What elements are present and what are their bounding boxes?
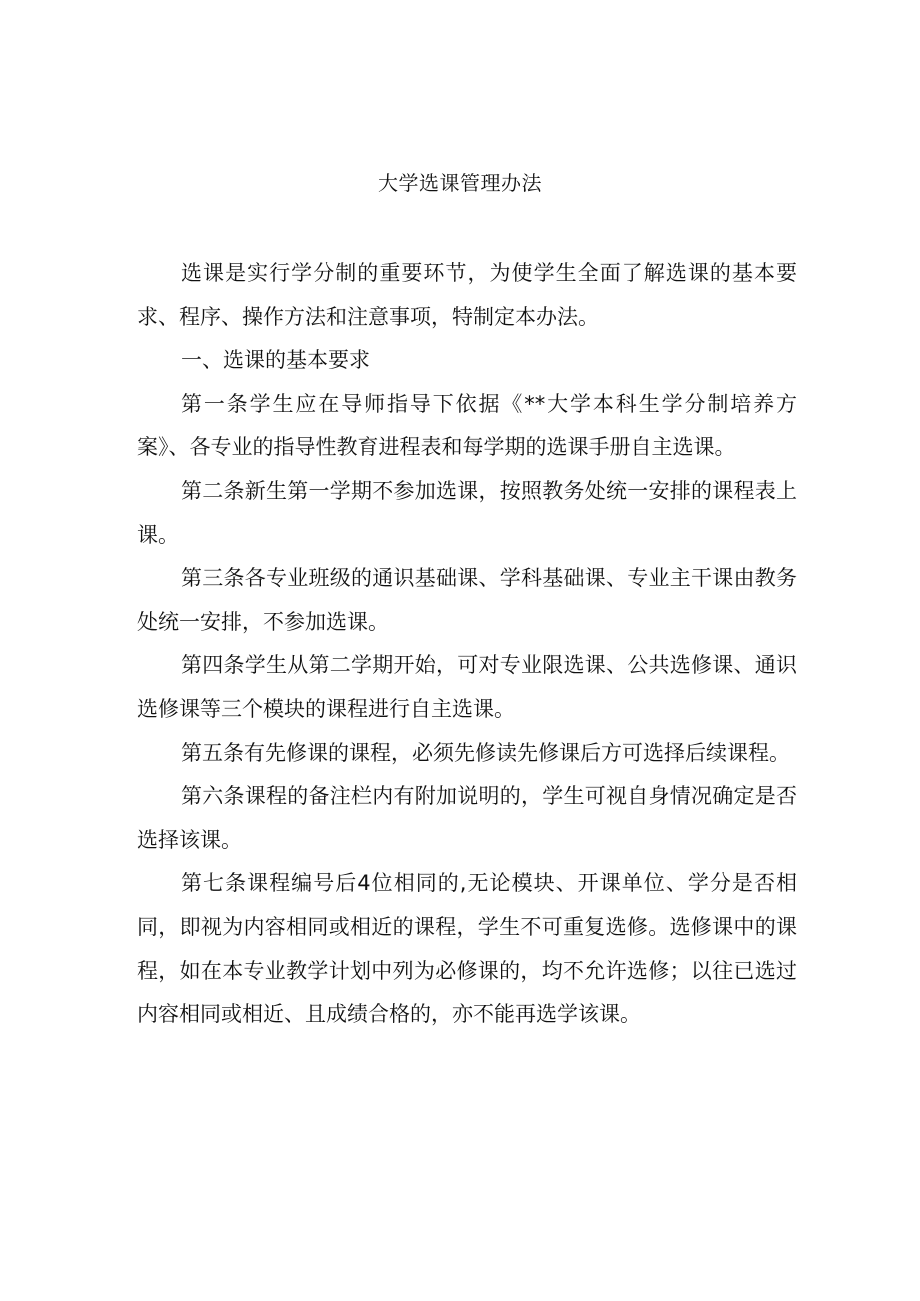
document-body	[137, 252, 797, 1037]
article-2-paragraph: 第二条新生第一学期不参加选课，按照教务处统一安排的课程表上课。	[137, 478, 797, 547]
document-title: 大学选课管理办法	[378, 171, 542, 195]
article-1-paragraph: 第一条学生应在导师指导下依据《**大学本科生学分制培养方案》、各专业的指导性教育进程表和每学期的选课手册自主选课。	[137, 391, 797, 460]
article-3-paragraph: 第三条各专业班级的通识基础课、学科基础课、专业主干课由教务处统一安排，不参加选课。	[137, 566, 797, 634]
article-4-paragraph: 第四条学生从第二学期开始，可对专业限选课、公共选修课、通识选修课等三个模块的课程进行自主选课。	[137, 653, 797, 721]
article-6-paragraph: 第六条课程的备注栏内有附加说明的，学生可视自身情况确定是否选择该课。	[137, 784, 797, 852]
article-5-paragraph: 第五条有先修课的课程，必须先修读先修课后方可选择后续课程。	[181, 740, 790, 765]
article-7-paragraph: 第七条课程编号后4位相同的,无论模块、开课单位、学分是否相同，即视为内容相同或相近的课程，学生不可重复选修。选修课中的课程，如在本专业教学计划中列为必修课的，均不允许选修；以往已选过内容相同或相近、且成绩合格的，亦不能再选学该课。	[137, 871, 797, 1027]
section-heading: 一、选课的基本要求	[181, 348, 370, 373]
intro-paragraph: 选课是实行学分制的重要环节，为使学生全面了解选课的基本要求、程序、操作方法和注意事项，特制定本办法。	[137, 261, 797, 329]
